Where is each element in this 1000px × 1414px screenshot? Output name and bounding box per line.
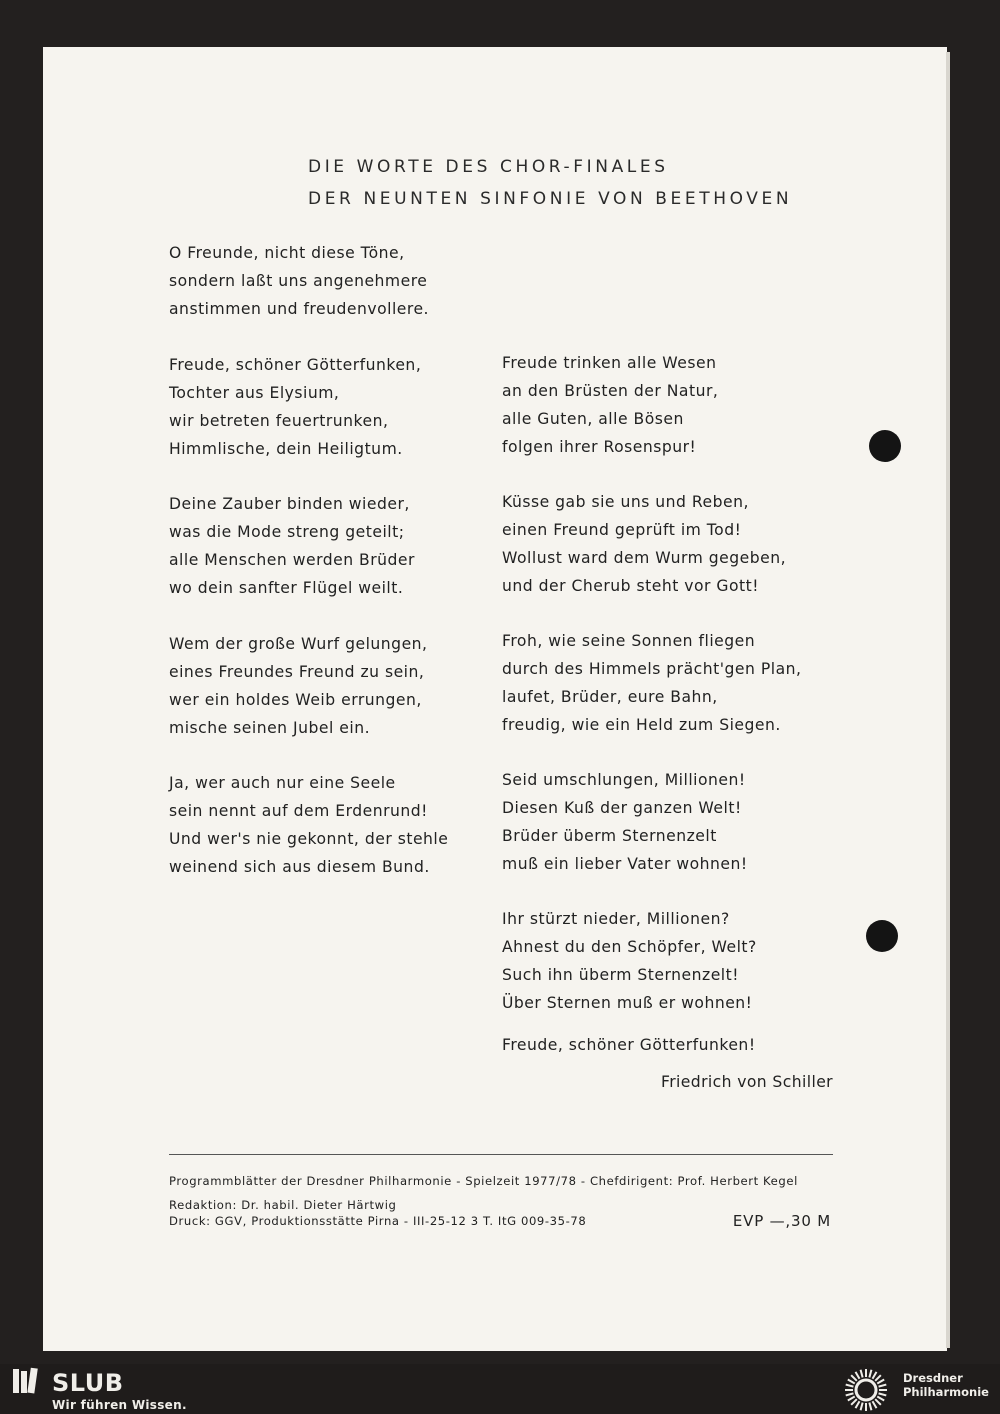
footer-line-1: Programmblätter der Dresdner Philharmonie - Spielzeit 1977/78 - Chefdirigent: Prof. Herbert Kegel: [169, 1174, 798, 1188]
poem-line: freudig, wie ein Held zum Siegen.: [502, 716, 781, 734]
sunburst-ray: [877, 1397, 884, 1401]
poem-line: Diesen Kuß der ganzen Welt!: [502, 799, 742, 817]
poem-line: Freude, schöner Götterfunken!: [502, 1036, 756, 1054]
title-line-2: DER NEUNTEN SINFONIE VON BEETHOVEN: [308, 189, 793, 209]
poem-line: und der Cherub steht vor Gott!: [502, 577, 760, 595]
punch-hole-lower: [866, 920, 898, 952]
poem-line: Und wer's nie gekonnt, der stehle: [169, 830, 449, 848]
poem-line: Ahnest du den Schöpfer, Welt?: [502, 938, 757, 956]
dp-line-1: Dresdner: [903, 1371, 963, 1385]
stanza: [169, 769, 448, 881]
poem-line: Über Sternen muß er wohnen!: [502, 994, 753, 1012]
dresdner-philharmonie-logo-text: [903, 1371, 989, 1399]
stanza: [169, 351, 448, 463]
poem-line: durch des Himmels prächt'gen Plan,: [502, 660, 802, 678]
footer-banner: [0, 1364, 1000, 1414]
title-line-1: DIE WORTE DES CHOR-FINALES: [308, 157, 669, 177]
poem-line: wer ein holdes Weib errungen,: [169, 690, 422, 709]
stanza: [169, 239, 448, 323]
dp-line-2: Philharmonie: [903, 1385, 989, 1399]
sunburst-icon: [842, 1368, 890, 1412]
sunburst-ray: [875, 1399, 881, 1405]
poem-line: einen Freund geprüft im Tod!: [502, 521, 742, 539]
sunburst-ray: [856, 1372, 860, 1379]
poem-line: Freude trinken alle Wesen: [502, 354, 717, 372]
poem-line: Himmlische, dein Heiligtum.: [169, 439, 403, 458]
stanza: [502, 349, 801, 461]
poem-line: sein nennt auf dem Erdenrund!: [169, 802, 428, 820]
stanza: [502, 1031, 801, 1059]
poem-line: Deine Zauber binden wieder,: [169, 495, 410, 513]
sunburst-ray: [851, 1399, 857, 1405]
page-title: [308, 151, 792, 215]
poem-right-column: [502, 349, 801, 1059]
sunburst-ray: [879, 1393, 887, 1395]
poem-line: Seid umschlungen, Millionen!: [502, 771, 746, 789]
sunburst-ray: [873, 1372, 877, 1379]
sunburst-ray: [875, 1375, 881, 1381]
poem-line: Brüder überm Sternenzelt: [502, 827, 717, 845]
book-stack-icon: [12, 1367, 38, 1395]
sunburst-ray: [869, 1403, 871, 1411]
sunburst-ray: [861, 1370, 863, 1378]
sunburst-ray: [846, 1393, 854, 1395]
punch-hole-upper: [869, 430, 901, 462]
sunburst-ray: [848, 1380, 855, 1384]
stanza: [169, 490, 448, 602]
poem-line: muß ein lieber Vater wohnen!: [502, 855, 748, 873]
footer-divider: [169, 1154, 833, 1155]
sunburst-ray: [879, 1385, 887, 1387]
poem-line: laufet, Brüder, eure Bahn,: [502, 688, 718, 706]
stanza: [502, 905, 801, 1017]
slub-name: SLUB: [52, 1369, 124, 1397]
price-label: EVP —,30 M: [732, 1212, 831, 1230]
sunburst-ray: [846, 1385, 854, 1387]
poem-line: folgen ihrer Rosenspur!: [502, 438, 697, 456]
poem-line: Such ihn überm Sternenzelt!: [502, 966, 739, 984]
poem-line: O Freunde, nicht diese Töne,: [169, 244, 405, 262]
poem-line: Küsse gab sie uns und Reben,: [502, 493, 749, 511]
footer-line-2: Redaktion: Dr. habil. Dieter Härtwig: [169, 1198, 397, 1212]
stanza: [502, 766, 801, 878]
poem-line: sondern laßt uns angenehmere: [169, 272, 428, 290]
poem-line: Wollust ward dem Wurm gegeben,: [502, 549, 787, 567]
stanza: [169, 630, 448, 742]
poem-line: Ihr stürzt nieder, Millionen?: [502, 910, 730, 928]
sunburst-ray: [851, 1375, 857, 1381]
poem-line: eines Freundes Freund zu sein,: [169, 662, 425, 681]
poem-line: alle Menschen werden Brüder: [169, 551, 415, 569]
poem-line: alle Guten, alle Bösen: [502, 410, 684, 428]
sunburst-ray: [877, 1380, 884, 1384]
poem-line: wo dein sanfter Flügel weilt.: [169, 579, 404, 597]
poem-line: was die Mode streng geteilt;: [169, 523, 405, 541]
poem-line: Tochter aus Elysium,: [169, 383, 340, 402]
stanza: [502, 627, 801, 739]
slub-tagline: Wir führen Wissen.: [52, 1398, 187, 1412]
footer-line-3: Druck: GGV, Produktionsstätte Pirna - III-25-12 3 T. ItG 009-35-78: [169, 1214, 587, 1228]
sunburst-ray: [856, 1401, 860, 1408]
sunburst-ray: [869, 1370, 871, 1378]
poem-line: anstimmen und freudenvollere.: [169, 300, 430, 318]
poem-line: Freude, schöner Götterfunken,: [169, 355, 422, 374]
program-sheet: [43, 47, 947, 1351]
paper-edge: [946, 52, 950, 1348]
sunburst-ray: [873, 1401, 877, 1408]
sunburst-ray: [848, 1397, 855, 1401]
poem-line: wir betreten feuertrunken,: [169, 411, 389, 430]
sunburst-ray: [861, 1403, 863, 1411]
poem-line: Ja, wer auch nur eine Seele: [169, 774, 396, 792]
poem-line: weinend sich aus diesem Bund.: [169, 858, 430, 876]
poem-line: Wem der große Wurf gelungen,: [169, 634, 428, 653]
poem-line: mische seinen Jubel ein.: [169, 718, 371, 737]
author-credit: Friedrich von Schiller: [661, 1073, 833, 1091]
poem-line: an den Brüsten der Natur,: [502, 382, 719, 400]
poem-line: Froh, wie seine Sonnen fliegen: [502, 632, 756, 650]
poem-left-column: [169, 239, 448, 881]
stanza: [502, 488, 801, 600]
